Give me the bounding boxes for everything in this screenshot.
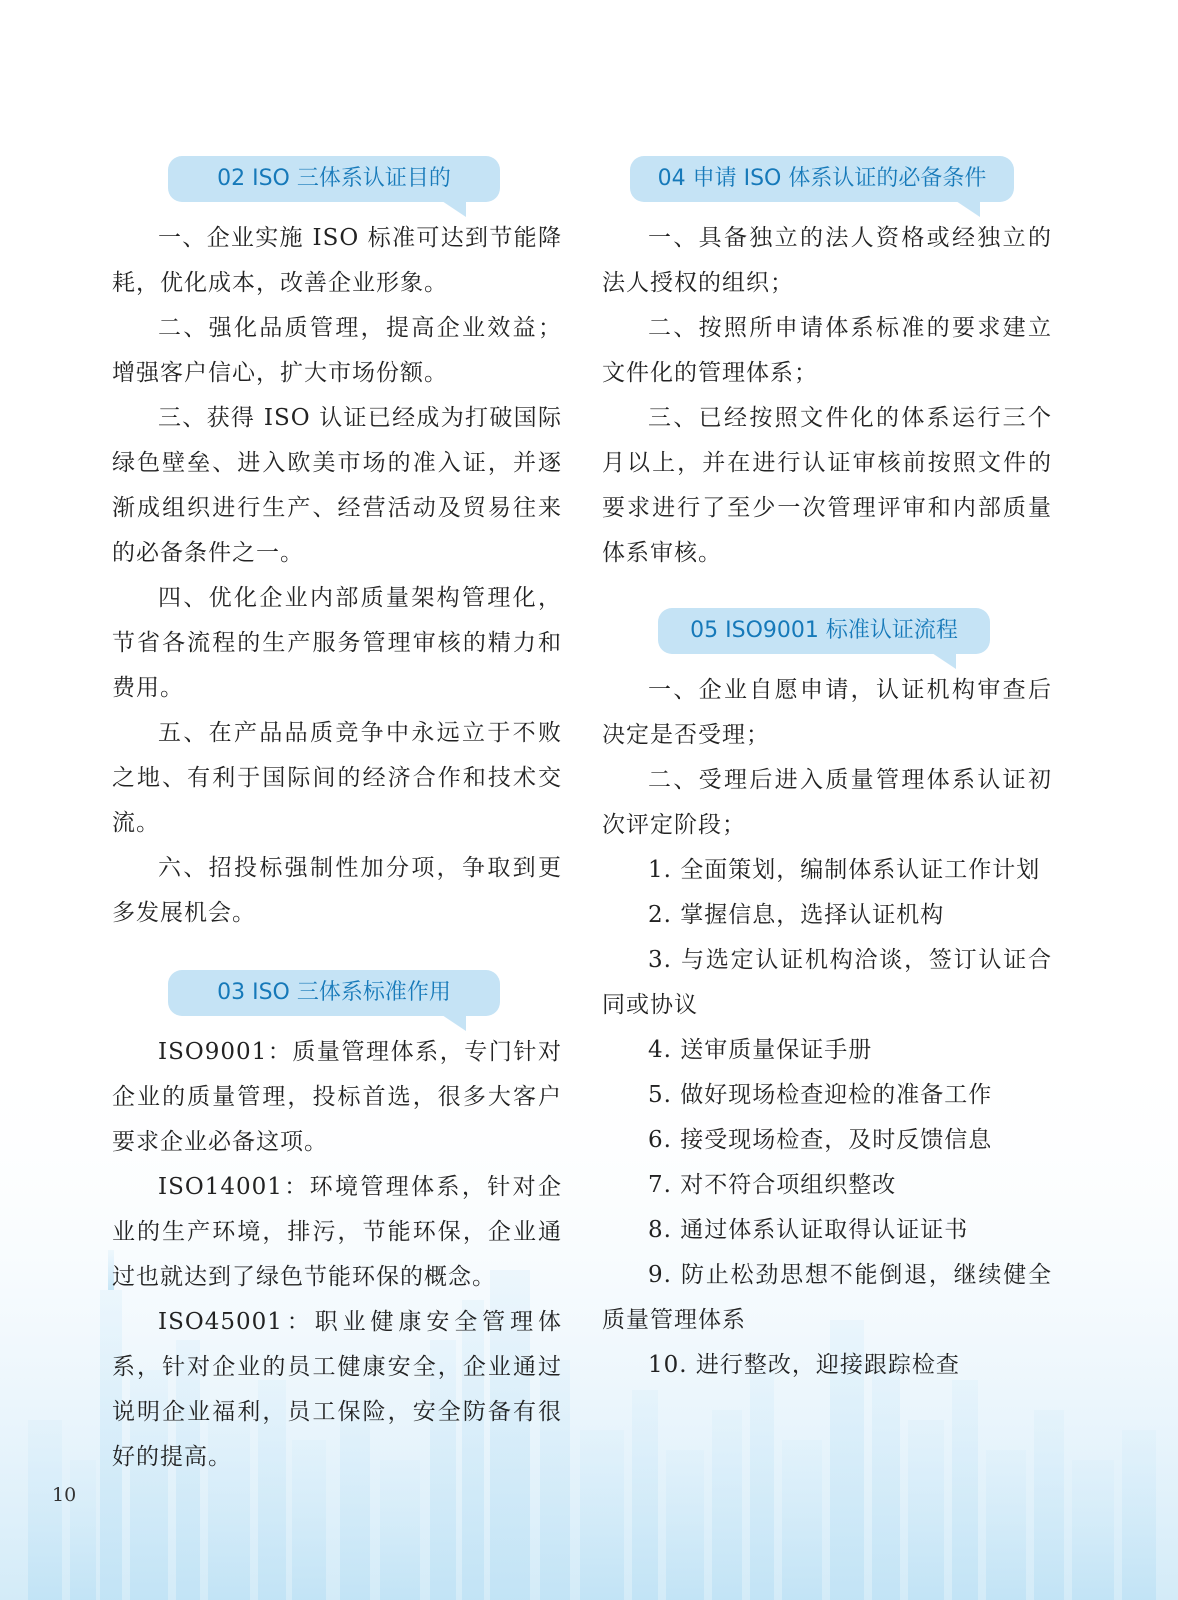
process-step: 6. 接受现场检查，及时反馈信息 bbox=[648, 1127, 993, 1153]
process-step: 9. 防止松劲思想不能倒退，继续健全质量管理体系 bbox=[602, 1262, 1052, 1333]
section-04-paragraph: 三、已经按照文件化的体系运行三个月以上，并在进行认证审核前按照文件的要求进行了至少一次管理评审和内部质量体系审核。 bbox=[602, 405, 1052, 566]
section-04-paragraph: 一、具备独立的法人资格或经独立的法人授权的组织； bbox=[602, 225, 1052, 296]
process-step: 7. 对不符合项组织整改 bbox=[648, 1172, 897, 1198]
page-number: 10 bbox=[52, 1484, 77, 1506]
section-04-heading: 04 申请 ISO 体系认证的必备条件 bbox=[630, 156, 1014, 202]
section-02-paragraph: 五、在产品品质竞争中永远立于不败之地、有利于国际间的经济合作和技术交流。 bbox=[112, 720, 562, 836]
process-step: 5. 做好现场检查迎检的准备工作 bbox=[648, 1082, 993, 1108]
section-02-heading: 02 ISO 三体系认证目的 bbox=[168, 156, 500, 202]
section-03-heading: 03 ISO 三体系标准作用 bbox=[168, 970, 500, 1016]
process-step: 2. 掌握信息，选择认证机构 bbox=[648, 902, 945, 928]
right-column bbox=[602, 156, 1052, 1388]
process-step: 10. 进行整改，迎接跟踪检查 bbox=[648, 1352, 960, 1378]
section-03-paragraph: ISO45001：职业健康安全管理体系，针对企业的员工健康安全，企业通过说明企业福利，员工保险，安全防备有很好的提高。 bbox=[112, 1309, 562, 1470]
section-05-paragraph: 一、企业自愿申请，认证机构审查后决定是否受理； bbox=[602, 677, 1052, 748]
section-02-paragraph: 一、企业实施 ISO 标准可达到节能降耗，优化成本，改善企业形象。 bbox=[112, 225, 562, 296]
process-step: 3. 与选定认证机构洽谈，签订认证合同或协议 bbox=[602, 947, 1052, 1018]
section-02-paragraph: 三、获得 ISO 认证已经成为打破国际绿色壁垒、进入欧美市场的准入证，并逐渐成组织进行生产、经营活动及贸易往来的必备条件之一。 bbox=[112, 405, 562, 566]
section-02-paragraph: 四、优化企业内部质量架构管理化，节省各流程的生产服务管理审核的精力和费用。 bbox=[112, 585, 562, 701]
section-05-paragraph: 二、受理后进入质量管理体系认证初次评定阶段； bbox=[602, 767, 1052, 838]
section-04-paragraph: 二、按照所申请体系标准的要求建立文件化的管理体系； bbox=[602, 315, 1052, 386]
left-column bbox=[112, 156, 562, 1480]
section-05-heading: 05 ISO9001 标准认证流程 bbox=[658, 608, 990, 654]
section-03-paragraph: ISO14001：环境管理体系，针对企业的生产环境，排污，节能环保，企业通过也就达到了绿色节能环保的概念。 bbox=[112, 1174, 562, 1290]
section-02-paragraph: 六、招投标强制性加分项，争取到更多发展机会。 bbox=[112, 855, 562, 926]
section-03-paragraph: ISO9001：质量管理体系，专门针对企业的质量管理，投标首选，很多大客户要求企业必备这项。 bbox=[112, 1039, 562, 1155]
section-02-paragraph: 二、强化品质管理，提高企业效益；增强客户信心，扩大市场份额。 bbox=[112, 315, 562, 386]
process-step: 8. 通过体系认证取得认证证书 bbox=[648, 1217, 969, 1243]
process-step: 1. 全面策划，编制体系认证工作计划 bbox=[648, 857, 1041, 883]
process-step: 4. 送审质量保证手册 bbox=[648, 1037, 873, 1063]
